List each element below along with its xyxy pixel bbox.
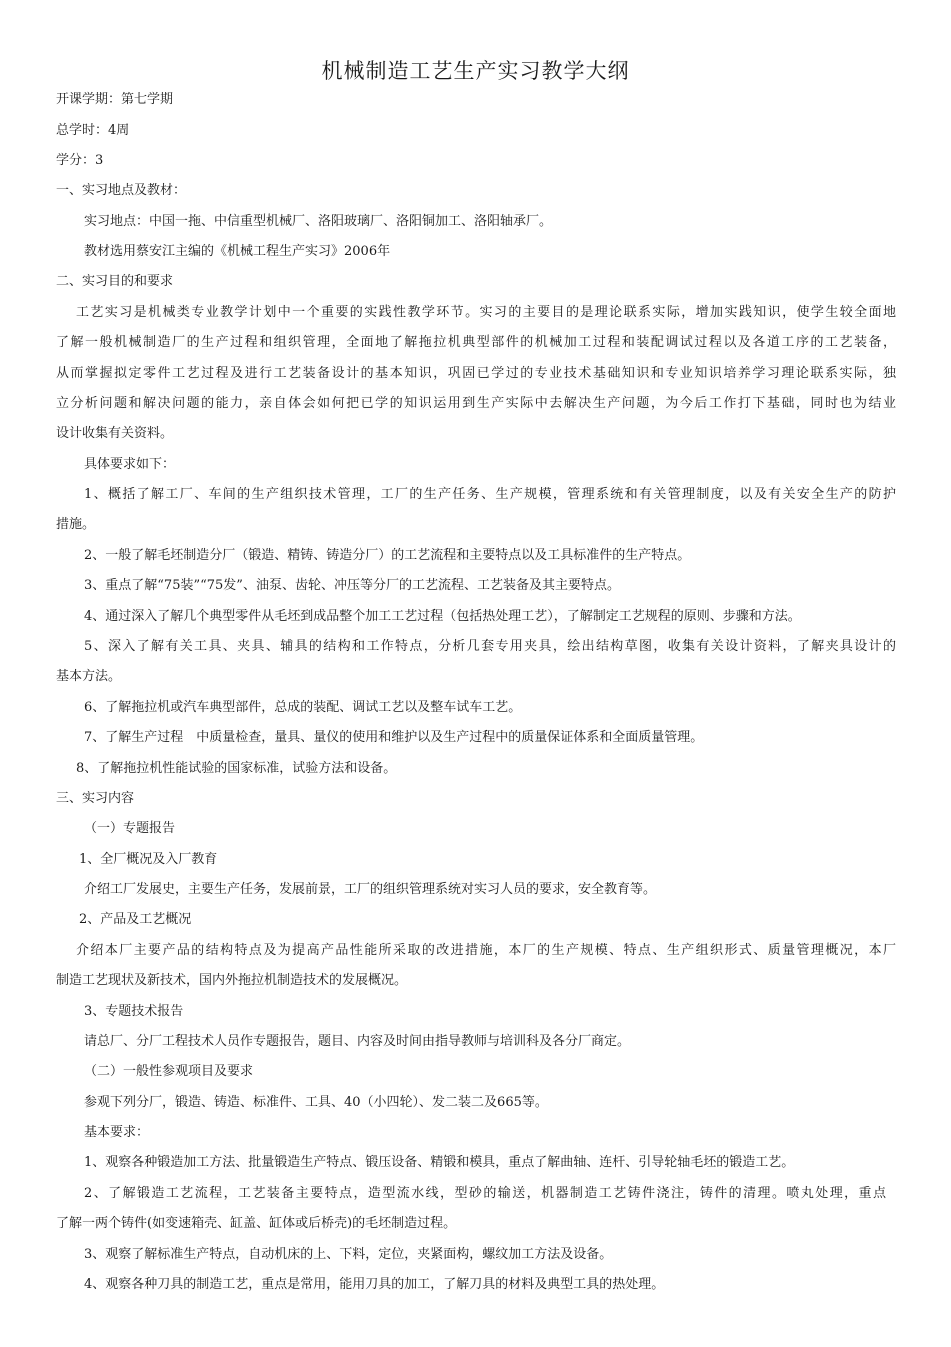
list-item: 2、产品及工艺概况	[79, 912, 192, 927]
section-heading-3: 三、实习内容	[56, 791, 135, 806]
list-item: 7、了解生产过程 中质量检查，量具、量仪的使用和维护以及生产过程中的质量保证体系和全面质量管理。	[84, 730, 704, 745]
list-item: 2、了解锻造工艺流程，工艺装备主要特点，造型流水线，型砂的输送，机器制造工艺铸件浇注，铸件的清理。喷丸处理，重点	[84, 1186, 886, 1201]
subsection-heading: （一）专题报告	[84, 821, 176, 836]
paragraph-line: 了解一般机械制造厂的生产过程和组织管理，全面地了解拖拉机典型部件的机械加工过程和装配调试过程以及各道工序的工艺装备，	[56, 335, 896, 350]
list-item: 1、概括了解工厂、车间的生产组织技术管理，工厂的生产任务、生产规模，管理系统和有关管理制度，以及有关安全生产的防护	[84, 487, 896, 502]
list-item: 3、观察了解标准生产特点，自动机床的上、下料，定位，夹紧面构，螺纹加工方法及设备。	[84, 1247, 613, 1262]
paragraph-line: 立分析问题和解决问题的能力，亲自体会如何把已学的知识运用到生产实际中去解决生产问题，为今后工作打下基础，同时也为结业	[56, 396, 896, 411]
list-item: 基本方法。	[56, 669, 122, 684]
list-item: 1、观察各种锻造加工方法、批量锻造生产特点、锻压设备、精锻和模具，重点了解曲轴、连杆、引导轮轴毛坯的锻造工艺。	[84, 1155, 795, 1170]
semester-line: 开课学期：第七学期	[56, 92, 174, 107]
list-item: 4、观察各种刀具的制造工艺，重点是常用，能用刀具的加工，了解刀具的材料及典型工具的热处理。	[84, 1277, 665, 1292]
list-item: 8、了解拖拉机性能试验的国家标准，试验方法和设备。	[76, 761, 397, 776]
paragraph-line: 设计收集有关资料。	[56, 426, 174, 441]
credits-line: 学分：3	[56, 153, 104, 168]
section-heading-1: 一、实习地点及教材：	[56, 183, 187, 198]
paragraph-line: 参观下列分厂，锻造、铸造、标准件、工具、40（小四轮）、发二装二及665等。	[84, 1095, 548, 1110]
list-item: 了解一两个铸件(如变速箱壳、缸盖、缸体或后桥壳)的毛坯制造过程。	[56, 1216, 457, 1231]
list-item: 4、通过深入了解几个典型零件从毛坯到成品整个加工工艺过程（包括热处理工艺），了解制定工艺规程的原则、步骤和方法。	[84, 609, 801, 624]
paragraph-line: 基本要求：	[84, 1125, 150, 1140]
list-item: 3、重点了解“75装”“75发”、油泵、齿轮、冲压等分厂的工艺流程、工艺装备及其主要特点。	[84, 578, 620, 593]
paragraph-line: 具体要求如下：	[84, 457, 176, 472]
document-title: 机械制造工艺生产实习教学大纲	[321, 59, 630, 83]
list-item: 2、一般了解毛坯制造分厂（锻造、精铸、铸造分厂）的工艺流程和主要特点以及工具标准件的生产特点。	[84, 548, 691, 563]
subsection-heading: （二）一般性参观项目及要求	[84, 1064, 254, 1079]
paragraph-line: 请总厂、分厂工程技术人员作专题报告，题目、内容及时间由指导教师与培训科及各分厂商定。	[84, 1034, 631, 1049]
list-item: 5、深入了解有关工具、夹具、辅具的结构和工作特点，分析几套专用夹具，绘出结构草图，收集有关设计资料，了解夹具设计的	[84, 639, 896, 654]
paragraph-line: 制造工艺现状及新技术，国内外拖拉机制造技术的发展概况。	[56, 973, 408, 988]
list-item: 措施。	[56, 517, 96, 532]
paragraph-line: 实习地点：中国一拖、中信重型机械厂、洛阳玻璃厂、洛阳铜加工、洛阳轴承厂。	[84, 214, 553, 229]
paragraph-line: 工艺实习是机械类专业教学计划中一个重要的实践性教学环节。实习的主要目的是理论联系实际，增加实践知识，使学生较全面地	[76, 305, 896, 320]
section-heading-2: 二、实习目的和要求	[56, 274, 174, 289]
paragraph-line: 介绍工厂发展史，主要生产任务，发展前景，工厂的组织管理系统对实习人员的要求，安全教育等。	[84, 882, 657, 897]
list-item: 6、了解拖拉机或汽车典型部件，总成的装配、调试工艺以及整车试车工艺。	[84, 700, 522, 715]
paragraph-line: 介绍本厂主要产品的结构特点及为提高产品性能所采取的改进措施，本厂的生产规模、特点、生产组织形式、质量管理概况，本厂	[76, 943, 896, 958]
paragraph-line: 教材选用蔡安江主编的《机械工程生产实习》2006年	[84, 244, 391, 259]
hours-line: 总学时：4周	[56, 123, 130, 138]
paragraph-line: 从而掌握拟定零件工艺过程及进行工艺装备设计的基本知识，巩固已学过的专业技术基础知识和专业知识培养学习理论联系实际，独	[56, 366, 896, 381]
list-item: 3、专题技术报告	[84, 1004, 184, 1019]
list-item: 1、全厂概况及入厂教育	[79, 852, 218, 867]
